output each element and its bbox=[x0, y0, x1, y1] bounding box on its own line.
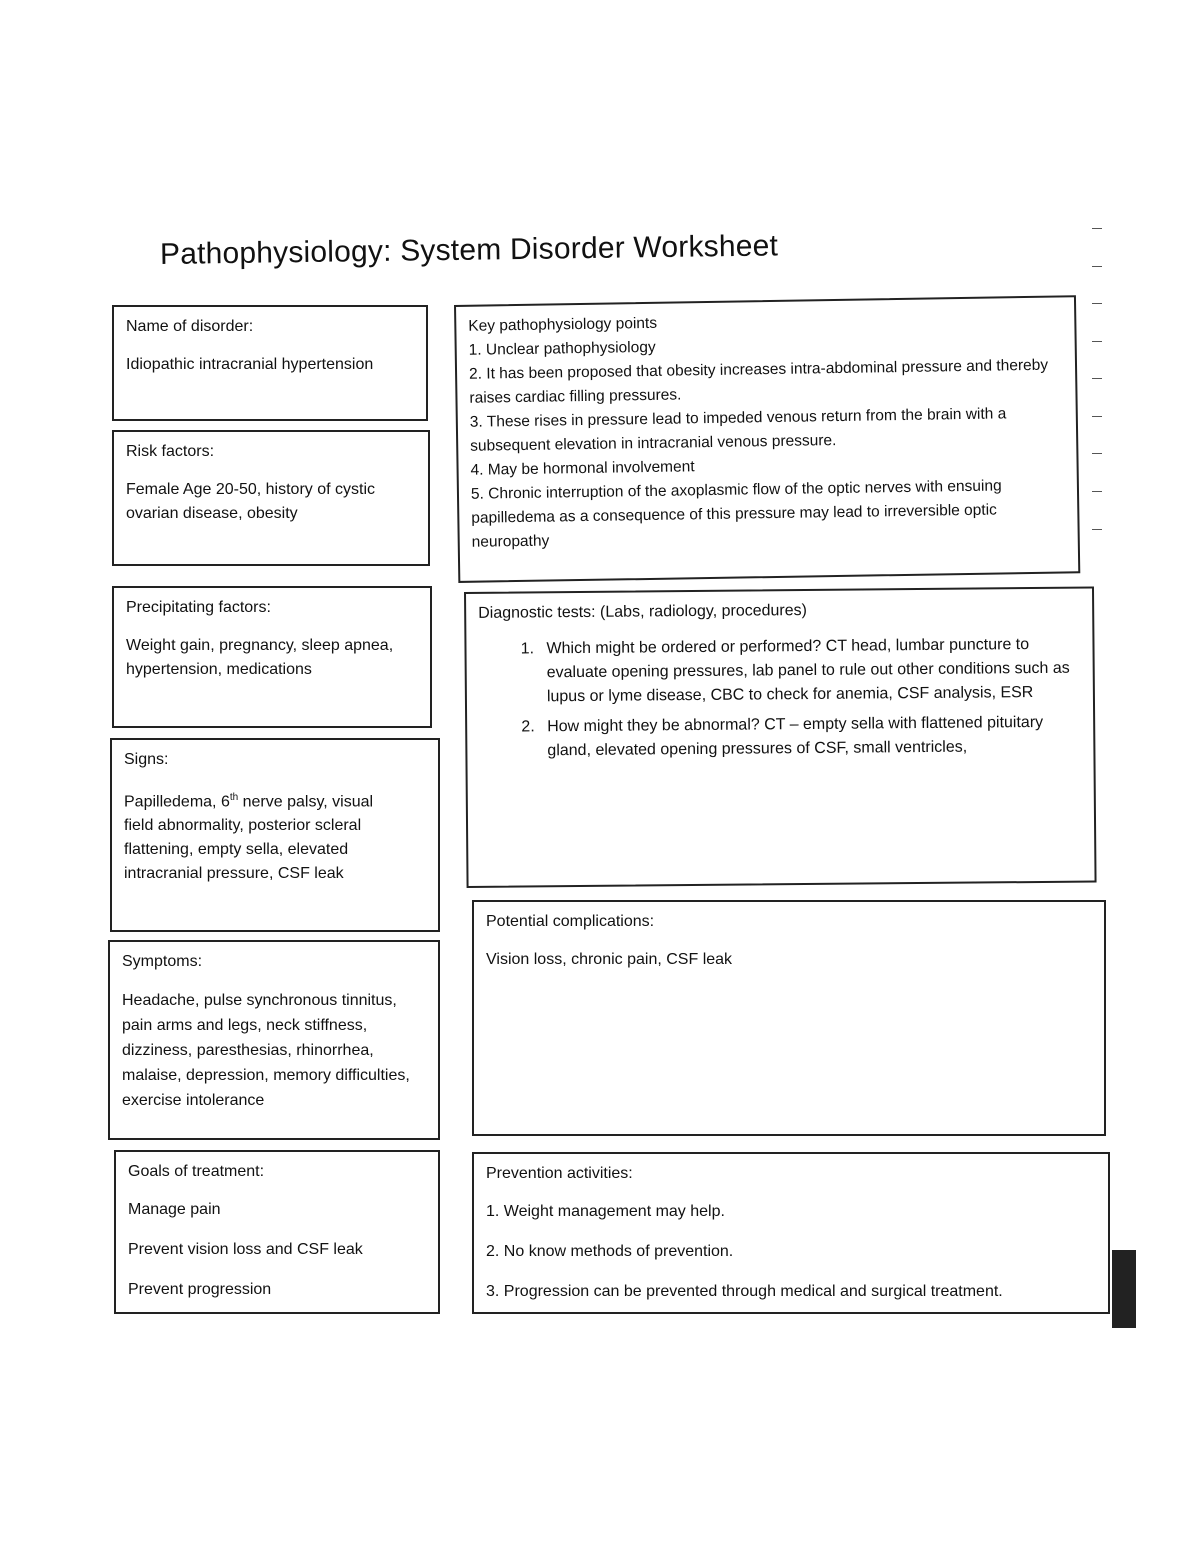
risk-factors-label: Risk factors: bbox=[126, 443, 215, 460]
precipitating-factors-value: Weight gain, pregnancy, sleep apnea, hypertension, medications bbox=[126, 637, 394, 678]
signs-value-sup: th bbox=[229, 792, 239, 803]
prevention-activities-label: Prevention activities: bbox=[486, 1165, 633, 1182]
prevention-item: 3. Progression can be prevented through medical and surgical treatment. bbox=[486, 1283, 1003, 1300]
symptoms-box bbox=[108, 940, 440, 1140]
signs-label: Signs: bbox=[124, 751, 169, 768]
key-point-item: 5. Chronic interruption of the axoplasmic flow of the optic nerves with ensuing papilledema as a consequence of this pressure may lead to irreversible optic neuropathy bbox=[470, 477, 1002, 551]
symptoms-label: Symptoms: bbox=[122, 953, 203, 970]
diagnostic-item: 2. How might they be abnormal? CT – empty sella with flattened pituitary gland, elevated opening pressures of CSF, small ventricles, bbox=[539, 711, 1081, 764]
name-of-disorder-box bbox=[112, 305, 428, 421]
diagnostic-item: 1. Which might be ordered or performed? CT head, lumbar puncture to evaluate opening pressures, lab panel to rule out other conditions such as lupus or lyme disease, CBC to check for anemia, CSF analysis, ESR bbox=[538, 633, 1081, 710]
signs-value bbox=[124, 786, 404, 886]
diagnostic-tests-box bbox=[464, 587, 1097, 888]
key-pathophysiology-box bbox=[454, 295, 1080, 583]
diagnostic-tests-label: Diagnostic tests: (Labs, radiology, procedures) bbox=[478, 602, 807, 622]
goals-item: Manage pain bbox=[128, 1201, 221, 1218]
precipitating-factors-label: Precipitating factors: bbox=[126, 599, 271, 616]
symptoms-value: Headache, pulse synchronous tinnitus, pain arms and legs, neck stiffness, dizziness, paresthesias, rhinorrhea, malaise, depression, memory difficulties, exercise intolerance bbox=[122, 992, 410, 1109]
goals-item: Prevent vision loss and CSF leak bbox=[128, 1241, 363, 1258]
name-of-disorder-value: Idiopathic intracranial hypertension bbox=[126, 356, 374, 373]
page-title: Pathophysiology: System Disorder Worksheet bbox=[159, 229, 779, 271]
key-point-item: 3. These rises in pressure lead to impeded venous return from the brain with a subsequent elevation in intracranial venous pressure. bbox=[469, 405, 1007, 455]
potential-complications-value: Vision loss, chronic pain, CSF leak bbox=[486, 951, 733, 968]
key-points-label: Key pathophysiology points bbox=[468, 314, 658, 335]
prevention-activities-box bbox=[472, 1152, 1110, 1314]
key-point-item: 2. It has been proposed that obesity increases intra-abdominal pressure and thereby raises cardiac filling pressures. bbox=[468, 356, 1049, 407]
risk-factors-box bbox=[112, 430, 430, 566]
signs-box bbox=[110, 738, 440, 932]
goals-of-treatment-box bbox=[114, 1150, 440, 1314]
signs-value-suffix: nerve palsy, visual field abnormality, posterior scleral flattening, empty sella, elevated intracranial pressure, CSF leak bbox=[124, 793, 374, 883]
prevention-item: 1. Weight management may help. bbox=[486, 1203, 725, 1220]
name-of-disorder-label: Name of disorder: bbox=[126, 318, 254, 335]
precipitating-factors-box bbox=[112, 586, 432, 728]
risk-factors-value: Female Age 20-50, history of cystic ovarian disease, obesity bbox=[126, 481, 375, 522]
prevention-item: 2. No know methods of prevention. bbox=[486, 1243, 734, 1260]
key-point-item: 1. Unclear pathophysiology bbox=[468, 338, 656, 359]
potential-complications-label: Potential complications: bbox=[486, 913, 655, 930]
goals-of-treatment-label: Goals of treatment: bbox=[128, 1163, 265, 1180]
goals-item: Prevent progression bbox=[128, 1281, 272, 1298]
potential-complications-box bbox=[472, 900, 1106, 1136]
key-point-item: 4. May be hormonal involvement bbox=[470, 458, 695, 479]
scan-artifact-bar bbox=[1112, 1250, 1136, 1328]
signs-value-prefix: Papilledema, 6 bbox=[124, 793, 230, 811]
